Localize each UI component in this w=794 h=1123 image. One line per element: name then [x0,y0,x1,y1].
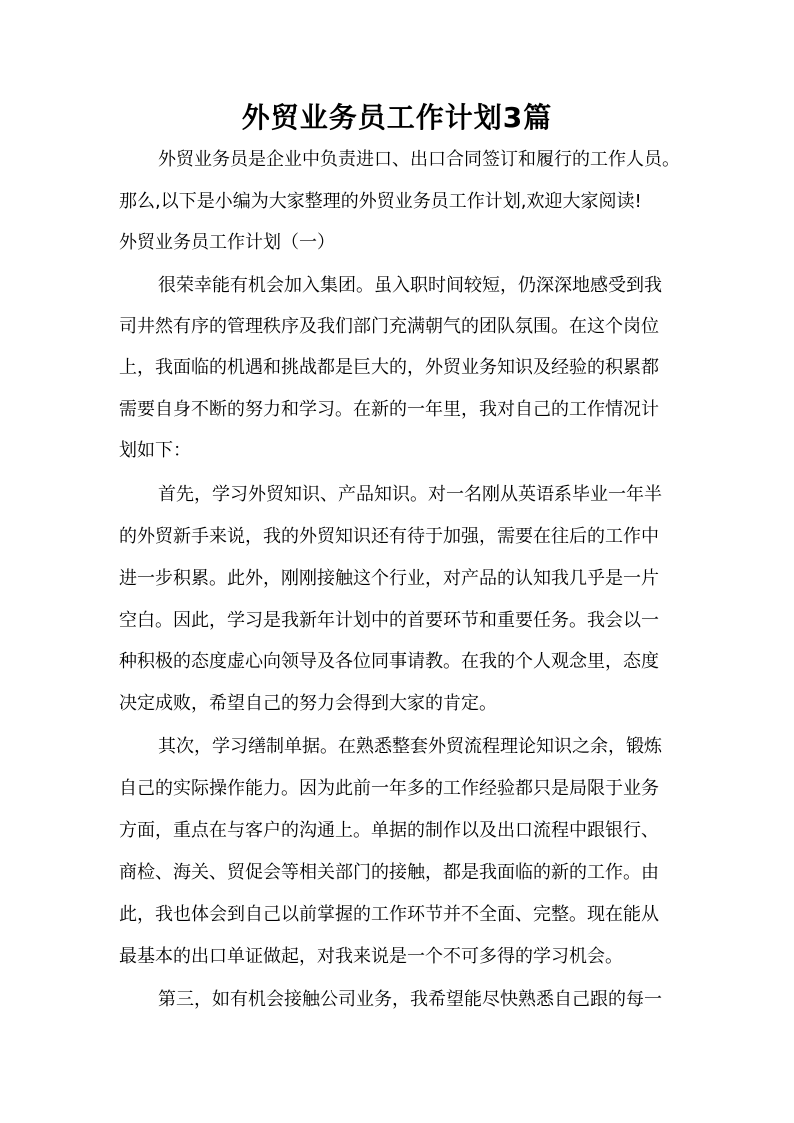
paragraph-line: 的外贸新手来说，我的外贸知识还有待于加强，需要在往后的工作中 [119,526,659,547]
paragraph-line: 此，我也体会到自己以前掌握的工作环节并不全面、完整。现在能从 [119,904,659,925]
paragraph-line: 上，我面临的机遇和挑战都是巨大的，外贸业务知识及经验的积累都 [119,357,659,378]
paragraph-line: 很荣幸能有机会加入集团。虽入职时间较短，仍深深地感受到我 [158,275,662,296]
paragraph-line: 空白。因此，学习是我新年计划中的首要环节和重要任务。我会以一 [119,610,659,631]
paragraph-line: 进一步积累。此外，刚刚接触这个行业，对产品的认知我几乎是一片 [119,568,659,589]
paragraph-line: 商检、海关、贸促会等相关部门的接触，都是我面临的新的工作。由 [119,862,659,883]
paragraph-line: 需要自身不断的努力和学习。在新的一年里，我对自己的工作情况计 [119,399,659,420]
paragraph-line: 自己的实际操作能力。因为此前一年多的工作经验都只是局限于业务 [119,778,659,799]
document-title: 外贸业务员工作计划3篇 [241,101,553,134]
paragraph-line: 首先，学习外贸知识、产品知识。对一名刚从英语系毕业一年半 [158,484,662,505]
paragraph-line: 第三，如有机会接触公司业务，我希望能尽快熟悉自己跟的每一 [158,989,662,1010]
section-heading: 外贸业务员工作计划（一） [119,232,335,253]
paragraph-line: 划如下： [119,440,191,461]
intro-line: 外贸业务员是企业中负责进口、出口合同签订和履行的工作人员。 [158,149,680,170]
paragraph-line: 种积极的态度虚心向领导及各位同事请教。在我的个人观念里，态度 [119,651,659,672]
paragraph-line: 决定成败，希望自己的努力会得到大家的肯定。 [119,693,497,714]
paragraph-line: 司井然有序的管理秩序及我们部门充满朝气的团队氛围。在这个岗位 [119,316,659,337]
paragraph-line: 最基本的出口单证做起，对我来说是一个不可多得的学习机会。 [119,946,623,967]
intro-line: 那么,以下是小编为大家整理的外贸业务员工作计划,欢迎大家阅读! [119,191,642,212]
paragraph-line: 方面，重点在与客户的沟通上。单据的制作以及出口流程中跟银行、 [119,820,659,841]
paragraph-line: 其次，学习缮制单据。在熟悉整套外贸流程理论知识之余，锻炼 [158,736,662,757]
